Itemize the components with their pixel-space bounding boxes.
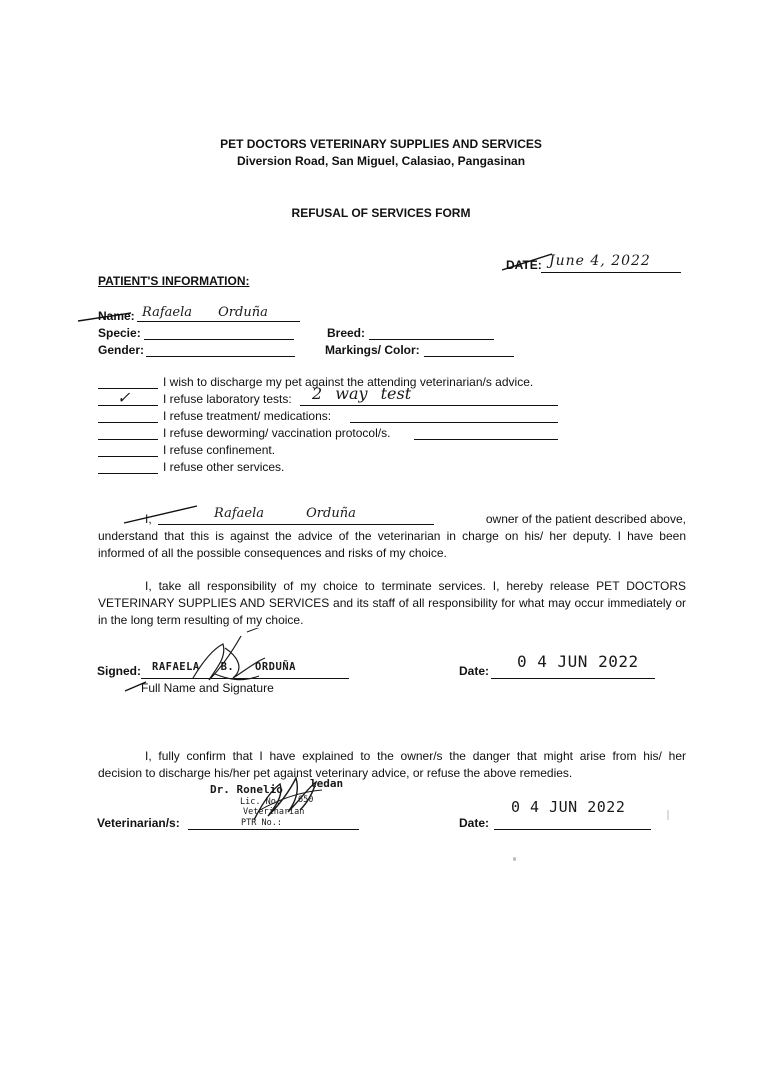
release-line2: VETERINARY SUPPLIES AND SERVICES and its staff of all responsibility for what may occur immediately or bbox=[98, 596, 686, 610]
company-address: Diversion Road, San Miguel, Calasiao, Pangasinan bbox=[236, 154, 526, 168]
veterinarian-line[interactable] bbox=[188, 829, 359, 830]
date-underline bbox=[541, 272, 681, 273]
markings-label: Markings/ Color: bbox=[325, 343, 420, 357]
specie-label: Specie: bbox=[98, 326, 141, 340]
date-label: DATE: bbox=[506, 258, 542, 272]
company-name: PET DOCTORS VETERINARY SUPPLIES AND SERVICES bbox=[220, 137, 542, 151]
option-blank[interactable] bbox=[98, 473, 158, 474]
owner-date-label: Date: bbox=[459, 664, 490, 678]
vet-date-line bbox=[494, 829, 651, 830]
name-line bbox=[137, 321, 300, 322]
option-blank[interactable] bbox=[98, 456, 158, 457]
vet-date-label: Date: bbox=[459, 816, 490, 830]
name-strike-mark bbox=[76, 310, 136, 324]
patient-section-title: PATIENT'S INFORMATION: bbox=[98, 274, 250, 288]
specie-field[interactable] bbox=[144, 339, 294, 340]
vet-stamp-name-tail: ledan bbox=[310, 777, 344, 790]
vet-stamp-name: Dr. Ronelio bbox=[210, 783, 283, 796]
check-mark: ✓ bbox=[117, 388, 131, 407]
caption-mark bbox=[122, 680, 150, 694]
deworming-line[interactable] bbox=[414, 439, 558, 440]
option-text: I refuse treatment/ medications: bbox=[163, 409, 332, 423]
release-line1: I, take all responsibility of my choice to terminate services. I, hereby release PET DOCTORS bbox=[145, 579, 686, 593]
date-strike-mark bbox=[500, 250, 556, 274]
veterinarian-label: Veterinarian/s: bbox=[97, 816, 180, 830]
owner-date-stamp[interactable]: 0 4 JUN 2022 bbox=[517, 652, 639, 671]
statement-line2: understand that this is against the advice of the veterinarian in charge on his/ her deputy. I have been bbox=[98, 529, 686, 543]
gender-field[interactable] bbox=[146, 356, 295, 357]
form-title: REFUSAL OF SERVICES FORM bbox=[291, 206, 471, 220]
signed-name-value[interactable]: RAFAELA B. ORDUÑA bbox=[152, 661, 296, 673]
date-value[interactable]: June 4, 2022 bbox=[549, 253, 651, 269]
markings-field[interactable] bbox=[424, 356, 514, 357]
option-text: I refuse other services. bbox=[163, 460, 285, 474]
option-text: I refuse deworming/ vaccination protocol/s. bbox=[163, 426, 391, 440]
release-line3: in the long term resulting of my choice. bbox=[98, 613, 304, 627]
vet-stamp-ptr: PTR No.: bbox=[241, 818, 282, 828]
paper-speck bbox=[667, 810, 669, 820]
confirmation-line2: decision to discharge his/her pet against veterinary advice, or refuse the above remedies. bbox=[98, 766, 573, 780]
vet-stamp-lic-tail: 650 bbox=[298, 795, 314, 805]
option-text: I refuse laboratory tests: bbox=[163, 392, 292, 406]
option-text: I wish to discharge my pet against the attending veterinarian/s advice. bbox=[163, 375, 534, 389]
name-value[interactable]: Rafaela Orduña bbox=[142, 305, 268, 320]
name-label: Name: bbox=[98, 309, 135, 323]
statement-line1-tail: owner of the patient described above, bbox=[485, 512, 686, 526]
owner-name-value[interactable]: Rafaela Orduña bbox=[214, 506, 356, 521]
statement-line3: informed of all the possible consequences and risks of my choice. bbox=[98, 546, 447, 560]
signed-label: Signed: bbox=[97, 664, 141, 678]
breed-field[interactable] bbox=[369, 339, 494, 340]
treatment-line[interactable] bbox=[350, 422, 558, 423]
vet-stamp-role: Veterinarian bbox=[243, 807, 305, 817]
option-blank[interactable] bbox=[98, 422, 158, 423]
vet-stamp-lic: Lic. No. bbox=[240, 797, 281, 807]
owner-date-line bbox=[491, 678, 655, 679]
owner-name-line bbox=[158, 524, 434, 525]
vet-signature-scribble bbox=[250, 770, 330, 830]
statement-prefix: I, bbox=[145, 512, 152, 526]
gender-label: Gender: bbox=[98, 343, 145, 357]
paper-speck bbox=[513, 857, 516, 861]
signature-caption: Full Name and Signature bbox=[141, 681, 274, 695]
lab-tests-line bbox=[300, 405, 558, 406]
breed-label: Breed: bbox=[327, 326, 366, 340]
vet-date-stamp[interactable]: 0 4 JUN 2022 bbox=[511, 798, 626, 816]
option-blank[interactable] bbox=[98, 439, 158, 440]
lab-tests-value[interactable]: 2 way test bbox=[312, 384, 412, 403]
option-text: I refuse confinement. bbox=[163, 443, 276, 457]
confirmation-line1: I, fully confirm that I have explained to the owner/s the danger that might arise from his/ her bbox=[145, 749, 686, 763]
